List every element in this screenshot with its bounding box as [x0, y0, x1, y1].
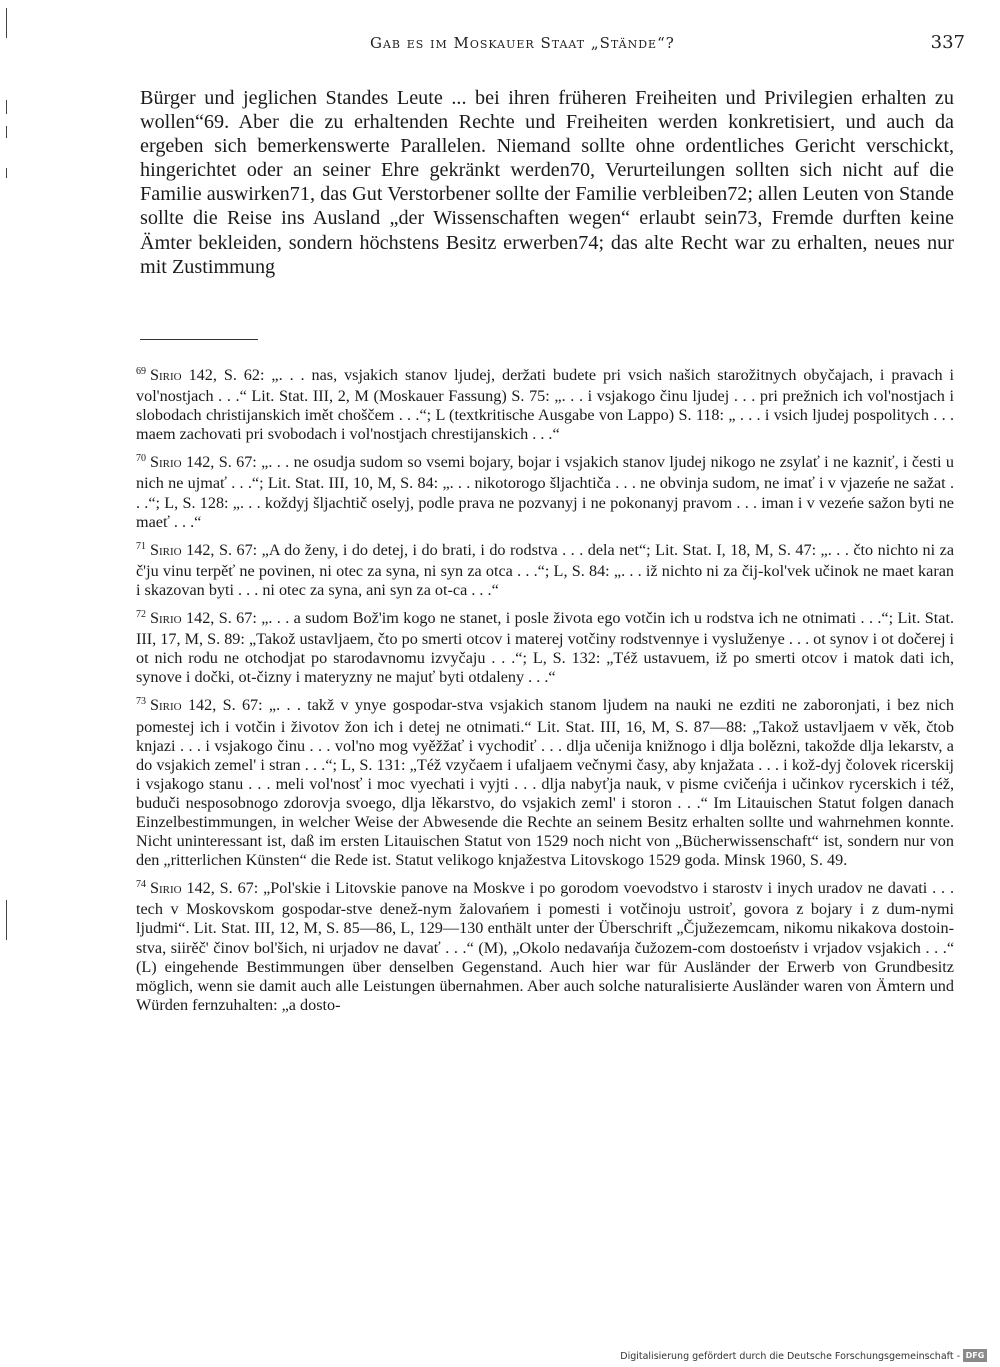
footnote: [136, 366, 954, 444]
footnote-source: Sirio: [150, 696, 182, 715]
footnote-text: 142, S. 67: „. . . a sudom Bož'im kogo ne stanet, i posle života ego votčin ich u rodstva ich ne otnimati . . .“; Lit. Stat. III, 17, M, S. 89: „Takož ustavljaem, čto po smerti otcov i materej votčiny rodstvennye i vysluženye . . . ot synov i ot dočerej i ot nich rodu ne otchodjat po starodavnomu izvyčaju . . .“; L, S. 132: „Též ustavuem, iž po smerti otcov i matok dati ich, synove i dočki, ot-čizny i materyzny ne majuť byti otdaleny . . .“: [136, 609, 955, 687]
footnote-number: 70: [136, 453, 146, 465]
footnote-text: 142, S. 62: „. . . nas, vsjakich stanov ljudej, deržati budete pri vsich našich starožitnych obyčajach, i pravach i vol'nostjach . . .“ Lit. Stat. III, 2, M (Moskauer Fassung) S. 75: „. . . i vsjakogo činu ljudej . . . pri prežnich ich vol'nostjach i slobodach christijanskich imět choščem . . .“; L (textkritische Ausgabe von Lappo) S. 118: „ . . . i vsich ljudej pospolitych . . . maem zachovati pri svobodach i vol'nostjach chrestijanskich . . .“: [136, 366, 955, 444]
footnote-number: 71: [136, 540, 146, 552]
digitization-credit: Digitalisierung gefördert durch die Deutsche Forschungsgemeinschaft -: [620, 1351, 960, 1362]
left-margin-marks: [0, 0, 12, 1367]
running-title: Gab es im Moskauer Staat „Stände“?: [370, 34, 675, 52]
page-number: 337: [930, 32, 965, 53]
footnote-text: 142, S. 67: „. . . ne osudja sudom so vsemi bojary, bojar i vsjakich stanov ljudej nikogo ne zsylať i ne kazniť, i česti u nich ne ujmať . . .“; Lit. Stat. III, 10, M, S. 84: „. . . nikotorogo šljachtiča . . . ne obvinja sudom, ne imať i v vjazeńe ne sažat . . .“; L, S. 128: „. . . koždyj šljachtič oselyj, podle prava ne pozvanyj i ne pokonanyj pravom . . . iman i v vezeńe sažon byti ne maeť . . .“: [136, 453, 955, 531]
footnote-number: 72: [136, 609, 146, 621]
footnote-number: 74: [136, 879, 146, 891]
main-text: [140, 86, 954, 279]
footnote-text: 142, S. 67: „Pol'skie i Litovskie panove na Moskve i po gorodom voevodstvo i starostv i inych uradov ne davati . . . tech v Moskovskom gospodar-stve denež-nym žalovańem i pomesti i votčinoju ustroiť, govora z bojary i z dum-nymi ljudmi“. Lit. Stat. III, 12, M, S. 85—86, L, 129—130 enthält unter der Überschrift „Čjužezemcam, nikomu nikakova dostoin-stva, siirěč' činov bol'šich, ni urjadov ne davať . . .“ (M), „Okolo nedavańja čužozem-com dostoeństv i vrjadov vsjakich . . .“ (L) eingehende Bestimmungen über denselben Gegenstand. Auch hier war für Ausländer der Erwerb von Grundbesitz möglich, wenn sie damit auch alle Leistungen übernahmen. Aber auch solche naturalisierte Ausländer waren von Ämtern und Würden fernzuhalten: „a dosto-: [136, 879, 954, 1014]
body-paragraph: Bürger und jeglichen Standes Leute ... bei ihren früheren Freiheiten und Privilegien erhalten zu wollen“69. Aber die zu erhaltenden Rechte und Freiheiten werden konkretisiert, und auch da ergeben sich bemerkenswerte Parallelen. Niemand sollte ohne ordentliches Gericht verschickt, hingerichtet oder an seiner Ehre gekränkt werden70, Verurteilungen sollten sich nicht auf die Familie auswirken71, das Gut Verstorbener sollte der Familie verbleiben72; allen Leuten von Stande sollte die Reise ins Ausland „der Wissenschaften wegen“ erlaubt sein73, Fremde durften keine Ämter bekleiden, sondern höchstens Besitz erwerben74; das alte Recht war zu erhalten, neues nur mit Zustimmung: [140, 87, 954, 278]
footnote-number: 69: [136, 366, 146, 377]
footnote-separator: [140, 339, 258, 340]
margin-tick: [6, 8, 7, 38]
footnote: [136, 879, 954, 1015]
margin-tick: [6, 100, 7, 114]
footnote-text: 142, S. 67: „. . . takž v ynye gospodar-stva vsjakich stanom ljudem na nauki ne ezditi ne zaboronjati, i bez nich pomestej ich i votčin i životov žon ich i detej ne otnimati.“ Lit. Stat. III, 16, M, S. 87—88: „Takož ustavljaem v věk, čtob knjazi . . . i vsjakogo činu . . . vol'no mog vyěžžať i vychodiť . . . dlja učenija knižnogo i dlja bolězni, takožde dlja lekarstv, a do vsjakich zemel' i stran . . .“; L, S. 131: „Též vzyčaem i ufaljaem večnymi časy, aby knjažata . . . i kož-dyj čolovek ricerskij i vsjakogo stanu . . . meli vol'nosť i moc vyechati i vyjti . . . dlja nabyťja nauk, v pisme cvičeńja i učinkov rycerskich i též, buduči nesposobnogo zdorovja svoego, dlja lěkarstvo, do vsjakich zeml' i storon . . .“ Im Litauischen Statut folgen danach Einzelbestimmungen, in welcher Weise der Abwesende die Rechte an seinem Besitz erhalten sollte und wahrnehmen konnte. Nicht uninteressant ist, daß im ersten Litauischen Statut von 1529 noch nicht von „Bücherwissenschaft“ ist, sondern nur von den „ritterlichen Künsten“ die Rede ist. Statut velikogo knjažestva Litovskogo 1529 goda. Minsk 1960, S. 49.: [136, 696, 954, 870]
footnote-number: 73: [136, 696, 146, 708]
footnote-text: 142, S. 67: „A do ženy, i do detej, i do brati, i do rodstva . . . dela net“; Lit. Stat. I, 18, M, S. 47: „. . . čto nichto ni za č'ju vinu terpěť ne povinen, ni otec za syna, ni syn za otca . . .“; L, S. 84: „. . . iž nichto ni za čij-kol'vek učinok ne maet karan i skazovan byti . . . ni otec za syna, ani syn za ot-ca . . .“: [136, 540, 955, 599]
footnote-source: Sirio: [150, 453, 182, 472]
footnotes-section: [136, 366, 954, 1024]
dfg-logo: DFG: [963, 1349, 987, 1362]
footnote: [136, 453, 954, 531]
footnote: [136, 609, 954, 687]
footnote-source: Sirio: [150, 366, 182, 384]
margin-tick: [6, 900, 7, 940]
footnote: [136, 541, 954, 600]
footnote-source: Sirio: [150, 540, 182, 559]
margin-tick: [6, 126, 7, 138]
footnote: [136, 696, 954, 870]
footnote-source: Sirio: [150, 879, 182, 898]
footnote-source: Sirio: [150, 609, 182, 628]
margin-tick: [6, 168, 7, 178]
